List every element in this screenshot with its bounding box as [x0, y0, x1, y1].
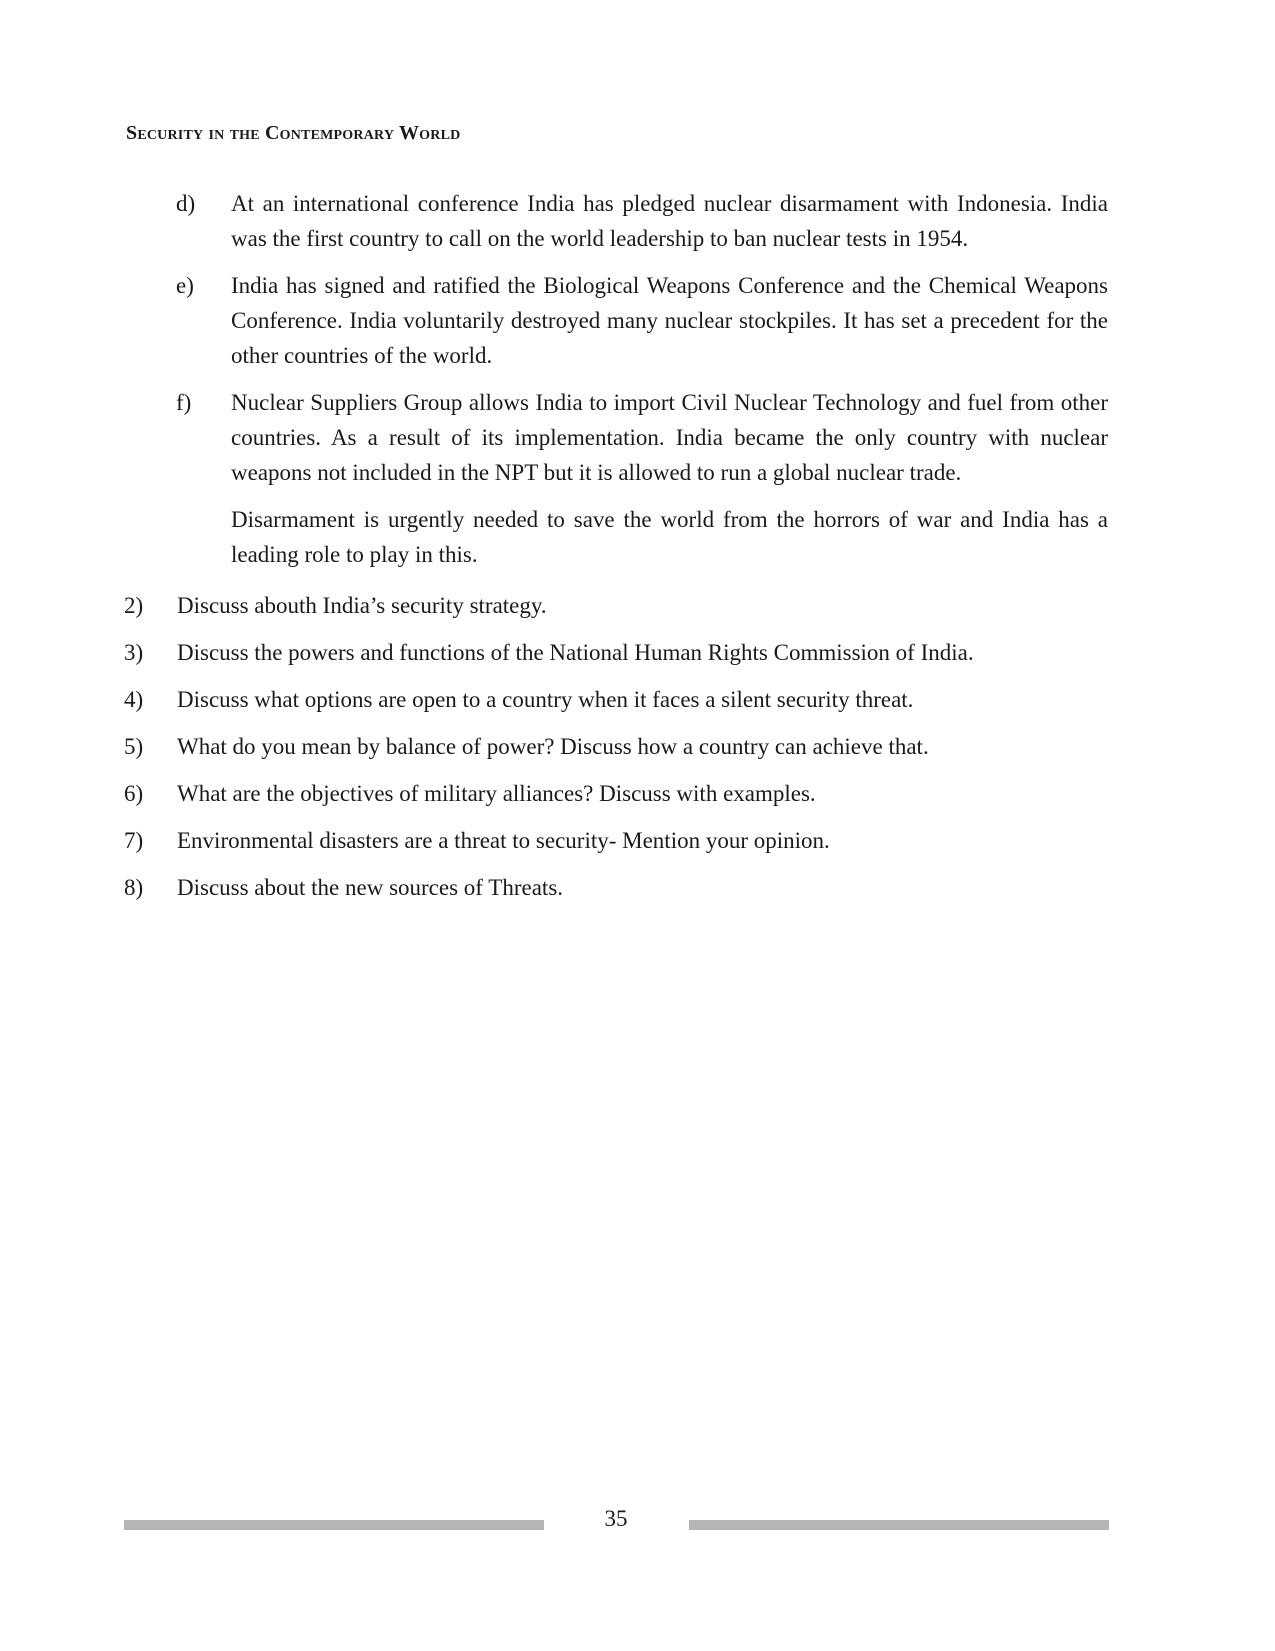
question-number: 2): [124, 593, 144, 618]
running-header: Security in the Contemporary World: [126, 122, 461, 144]
question-list: [124, 588, 1108, 917]
list-marker: d): [176, 191, 196, 216]
question-number: 4): [124, 687, 144, 712]
question-item: [124, 729, 1108, 764]
list-marker: e): [176, 273, 194, 298]
list-marker: f): [176, 390, 192, 415]
closing-paragraph: Disarmament is urgently needed to save the world from the horrors of war and India has a leading role to play in this.: [231, 507, 1108, 567]
question-item: [124, 870, 1108, 905]
list-item: [176, 385, 1108, 490]
question-text: Discuss about the new sources of Threats.: [177, 875, 564, 900]
list-item-text: Nuclear Suppliers Group allows India to import Civil Nuclear Technology and fuel from other countries. As a result of its implementation. India became the only country with nuclear weapons not included in the NPT but it is allowed to run a global nuclear trade.: [231, 390, 1108, 485]
question-number: 7): [124, 828, 144, 853]
footer-rule-left: [124, 1520, 544, 1530]
question-item: [124, 682, 1108, 717]
list-item-text: At an international conference India has pledged nuclear disarmament with Indonesia. India was the first country to call on the world leadership to ban nuclear tests in 1954.: [231, 191, 1108, 251]
sub-item-list: [176, 186, 1108, 584]
list-item: [176, 268, 1108, 373]
page-number: 35: [604, 1506, 628, 1531]
question-text: What do you mean by balance of power? Discuss how a country can achieve that.: [177, 734, 929, 759]
question-number: 6): [124, 781, 144, 806]
question-number: 3): [124, 640, 144, 665]
list-item-text: India has signed and ratified the Biological Weapons Conference and the Chemical Weapons Conference. India voluntarily destroyed many nuclear stockpiles. It has set a precedent for the other countries of the world.: [231, 273, 1108, 368]
footer-rule-right: [689, 1520, 1109, 1530]
question-text: Discuss the powers and functions of the National Human Rights Commission of India.: [177, 640, 974, 665]
question-text: Discuss what options are open to a country when it faces a silent security threat.: [177, 687, 914, 712]
question-text: Discuss abouth India’s security strategy.: [177, 593, 547, 618]
question-number: 8): [124, 875, 144, 900]
question-item: [124, 823, 1108, 858]
question-number: 5): [124, 734, 144, 759]
question-item: [124, 588, 1108, 623]
question-item: [124, 776, 1108, 811]
question-text: Environmental disasters are a threat to security- Mention your opinion.: [177, 828, 830, 853]
list-item: [176, 186, 1108, 256]
question-text: What are the objectives of military alliances? Discuss with examples.: [177, 781, 816, 806]
question-item: [124, 635, 1108, 670]
